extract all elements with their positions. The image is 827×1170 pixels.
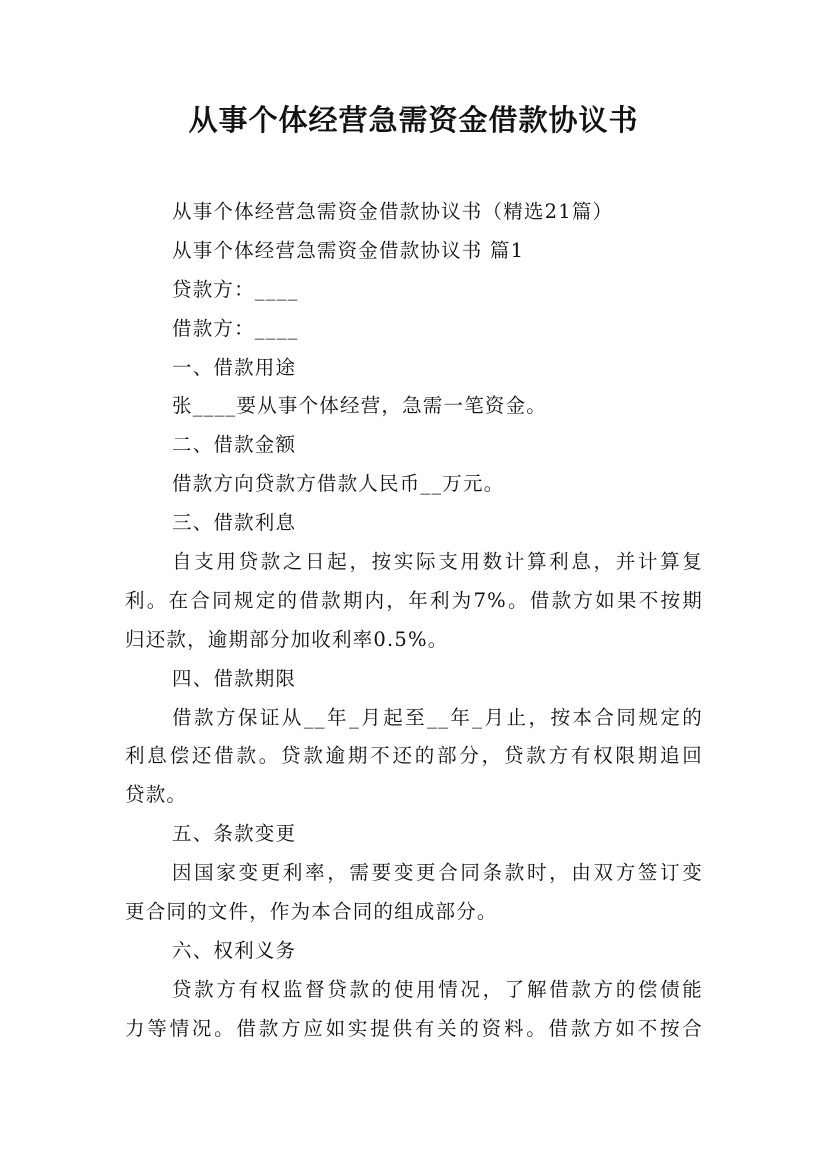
document-title: 从事个体经营急需资金借款协议书 — [188, 103, 639, 137]
document-line: 贷款方：____ — [172, 277, 299, 301]
document-line: 更合同的文件，作为本合同的组成部分。 — [125, 900, 498, 924]
document-line: 贷款。 — [125, 783, 188, 807]
document-line: 借款方：____ — [172, 316, 299, 340]
document-line: 借款方向贷款方借款人民币__万元。 — [172, 472, 505, 496]
document-line: 四、借款期限 — [172, 666, 297, 690]
document-line: 从事个体经营急需资金借款协议书 篇1 — [172, 238, 525, 262]
document-line: 力等情况。借款方应如实提供有关的资料。借款方如不按合 — [125, 1016, 703, 1040]
document-line: 自支用贷款之日起，按实际支用数计算利息，并计算复 — [172, 550, 703, 574]
document-line: 借款方保证从__年_月起至__年_月止，按本合同规定的 — [172, 705, 703, 729]
document-line: 二、借款金额 — [172, 433, 297, 457]
document-line: 从事个体经营急需资金借款协议书（精选21篇） — [172, 200, 614, 223]
document-line: 三、借款利息 — [172, 511, 297, 535]
document-line: 贷款方有权监督贷款的使用情况，了解借款方的偿债能 — [172, 977, 703, 1001]
document-line: 六、权利义务 — [172, 938, 297, 962]
document-line: 利。在合同规定的借款期内，年利为7%。借款方如果不按期 — [125, 588, 703, 612]
document-line: 五、条款变更 — [172, 822, 297, 846]
document-line: 因国家变更利率，需要变更合同条款时，由双方签订变 — [172, 861, 703, 885]
document-line: 张____要从事个体经营，急需一笔资金。 — [172, 394, 548, 418]
document-line: 利息偿还借款。贷款逾期不还的部分，贷款方有权限期追回 — [125, 744, 703, 768]
document-line: 归还款，逾期部分加收利率0.5%。 — [125, 627, 449, 651]
document-body — [125, 193, 703, 1049]
document-line: 一、借款用途 — [172, 355, 297, 379]
